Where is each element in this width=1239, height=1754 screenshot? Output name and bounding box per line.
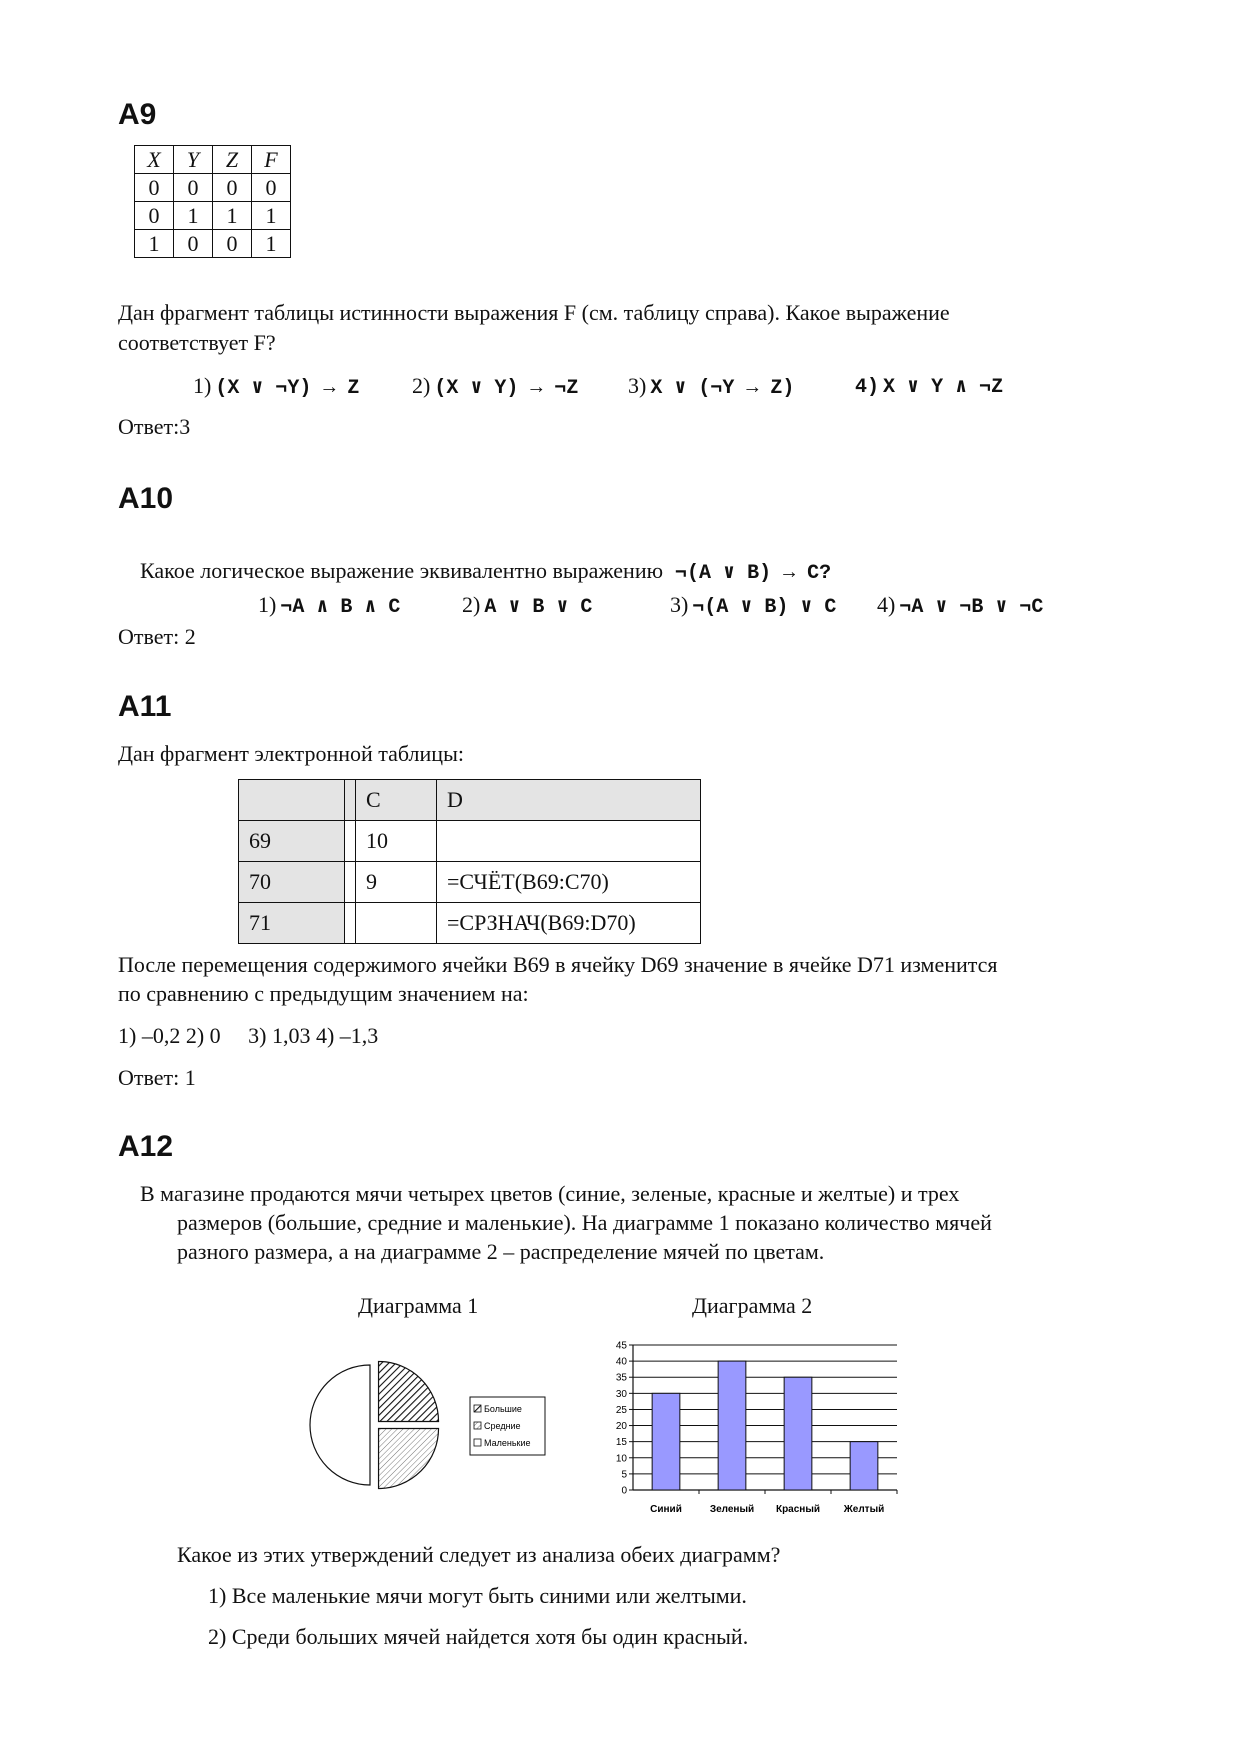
sheet-row-header: 70 [239, 862, 345, 903]
truth-cell: 1 [135, 230, 174, 258]
option-number: 1) [193, 373, 212, 398]
sheet-cell: =СРЗНАЧ(B69:D70) [437, 903, 701, 944]
truth-cell: 0 [174, 230, 213, 258]
a9-answer: Ответ:3 [118, 414, 191, 439]
truth-table [134, 145, 291, 258]
a10-expression: ¬(A ∨ B) → C? [675, 562, 832, 585]
a9-heading: A9 [118, 98, 157, 131]
a10-answer: Ответ: 2 [118, 624, 196, 649]
sheet-row-header: 69 [239, 821, 345, 862]
bar [784, 1377, 812, 1490]
truth-table-header [135, 146, 291, 174]
y-tick-label: 20 [615, 1421, 627, 1433]
sheet-cell [345, 821, 356, 862]
a12-paragraph-line2: размеров (большие, средние и маленькие). На диаграмме 1 показано количество мячей [177, 1210, 992, 1235]
truth-cell: 1 [252, 230, 291, 258]
truth-cell: 0 [174, 174, 213, 202]
legend-swatch-large [474, 1405, 481, 1412]
x-tick-label: Красный [775, 1504, 821, 1515]
x-tick-label: Зеленый [709, 1504, 755, 1515]
option-number: 2) [412, 373, 431, 398]
sheet-cell: =СЧЁТ(B69:C70) [437, 862, 701, 903]
a9-question-line1: Дан фрагмент таблицы истинности выражения F (см. таблицу справа). Какое выражение [118, 300, 950, 325]
option-expression: X ∨ (¬Y → Z) [650, 377, 795, 400]
a9-option-4 [855, 373, 1003, 399]
sheet-cell [345, 862, 356, 903]
a12-heading: A12 [118, 1130, 174, 1163]
truth-header-cell: F [252, 146, 291, 174]
truth-header-cell: Y [174, 146, 213, 174]
option-expression: (X ∨ Y) → ¬Z [434, 377, 579, 400]
sheet-column-header-d: D [437, 780, 701, 821]
pie-slice-small [310, 1365, 370, 1485]
a11-heading: A11 [118, 690, 172, 723]
a12-statement-2: 2) Среди больших мячей найдется хотя бы один красный. [208, 1624, 749, 1649]
legend-label: Большие [484, 1404, 522, 1414]
option-expression: ¬(A ∨ B) ∨ C [692, 596, 837, 619]
truth-cell: 0 [213, 174, 252, 202]
pie-slice-medium [379, 1429, 439, 1489]
a10-option-2 [462, 592, 592, 619]
a11-options: 1) –0,2 2) 0 3) 1,03 4) –1,3 [118, 1023, 379, 1048]
truth-header-cell: Z [213, 146, 252, 174]
option-number: 3) [670, 592, 689, 617]
pie-slice-large [379, 1361, 439, 1421]
option-number: 4) [877, 592, 896, 617]
sheet-cell [437, 821, 701, 862]
truth-table-row [135, 230, 291, 258]
truth-cell: 0 [135, 202, 174, 230]
truth-cell: 1 [252, 202, 291, 230]
bar [652, 1393, 680, 1490]
option-number: 4) [855, 376, 880, 399]
a10-option-3 [670, 592, 836, 619]
a11-question-line2: по сравнению с предыдущим значением на: [118, 981, 529, 1006]
a12-statement-1: 1) Все маленькие мячи могут быть синими или желтыми. [208, 1583, 747, 1608]
pie-slices [310, 1361, 439, 1488]
sheet-cell: 9 [356, 862, 437, 903]
legend-label: Маленькие [484, 1438, 531, 1448]
legend-swatch-medium [474, 1422, 481, 1429]
sheet-row-header: 71 [239, 903, 345, 944]
y-tick-label: 5 [621, 1469, 627, 1481]
y-tick-label: 35 [615, 1372, 627, 1384]
a9-option-2 [412, 373, 578, 400]
option-expression: (X ∨ ¬Y) → Z [215, 377, 360, 400]
a10-option-1 [258, 592, 400, 619]
a10-question-text: Какое логическое выражение эквивалентно выражению [140, 558, 664, 583]
option-expression: ¬A ∨ ¬B ∨ ¬C [899, 596, 1044, 619]
y-tick-label: 10 [615, 1453, 627, 1465]
option-number: 2) [462, 592, 481, 617]
a12-question: Какое из этих утверждений следует из анализа обеих диаграмм? [177, 1542, 781, 1567]
truth-cell: 0 [135, 174, 174, 202]
sheet-cell: 10 [356, 821, 437, 862]
truth-header-cell: X [135, 146, 174, 174]
option-expression: X ∨ Y ∧ ¬Z [883, 376, 1004, 399]
diagram2-title: Диаграмма 2 [692, 1293, 813, 1318]
sheet-cell [345, 903, 356, 944]
legend-label: Средние [484, 1421, 521, 1431]
a11-answer: Ответ: 1 [118, 1065, 196, 1090]
y-tick-label: 45 [615, 1340, 627, 1352]
sheet-header-row [239, 780, 701, 821]
option-number: 3) [628, 373, 647, 398]
a9-question-line2: соответствует F? [118, 330, 276, 355]
truth-table-row [135, 174, 291, 202]
y-tick-label: 40 [615, 1356, 627, 1368]
diagram1-title: Диаграмма 1 [358, 1293, 479, 1318]
truth-cell: 0 [252, 174, 291, 202]
sheet-corner-cell [239, 780, 345, 821]
pie-chart [300, 1345, 560, 1505]
a11-question-line1: После перемещения содержимого ячейки B69 в ячейку D69 значение в ячейке D71 изменится [118, 952, 998, 977]
legend-swatch-small [474, 1439, 481, 1446]
y-tick-label: 15 [615, 1437, 627, 1449]
sheet-column-header-c: C [356, 780, 437, 821]
truth-table-row [135, 202, 291, 230]
bar-chart [605, 1335, 910, 1520]
a10-question [140, 558, 831, 585]
sheet-row [239, 821, 701, 862]
truth-cell: 1 [174, 202, 213, 230]
truth-cell: 0 [213, 230, 252, 258]
sheet-cell [356, 903, 437, 944]
option-expression: A ∨ B ∨ C [484, 596, 593, 619]
sheet-column-header-b [345, 780, 356, 821]
a12-paragraph-line3: разного размера, а на диаграмме 2 – распределение мячей по цветам. [177, 1239, 825, 1264]
a9-option-3 [628, 373, 794, 400]
y-tick-label: 30 [615, 1388, 627, 1400]
option-number: 1) [258, 592, 277, 617]
bar [850, 1442, 878, 1490]
y-tick-label: 25 [615, 1404, 627, 1416]
a9-option-1 [193, 373, 359, 400]
sheet-row [239, 862, 701, 903]
a10-heading: A10 [118, 482, 174, 515]
x-tick-label: Синий [650, 1504, 682, 1515]
y-tick-label: 0 [621, 1485, 627, 1497]
a11-intro: Дан фрагмент электронной таблицы: [118, 741, 464, 766]
sheet-row [239, 903, 701, 944]
spreadsheet-fragment [238, 779, 701, 944]
pie-legend [470, 1397, 545, 1455]
a10-option-4 [877, 592, 1043, 619]
a12-paragraph-line1: В магазине продаются мячи четырех цветов (синие, зеленые, красные и желтые) и трех [140, 1181, 960, 1206]
bar [718, 1361, 746, 1490]
truth-cell: 1 [213, 202, 252, 230]
x-tick-label: Желтый [843, 1504, 885, 1515]
option-expression: ¬A ∧ B ∧ C [280, 596, 401, 619]
